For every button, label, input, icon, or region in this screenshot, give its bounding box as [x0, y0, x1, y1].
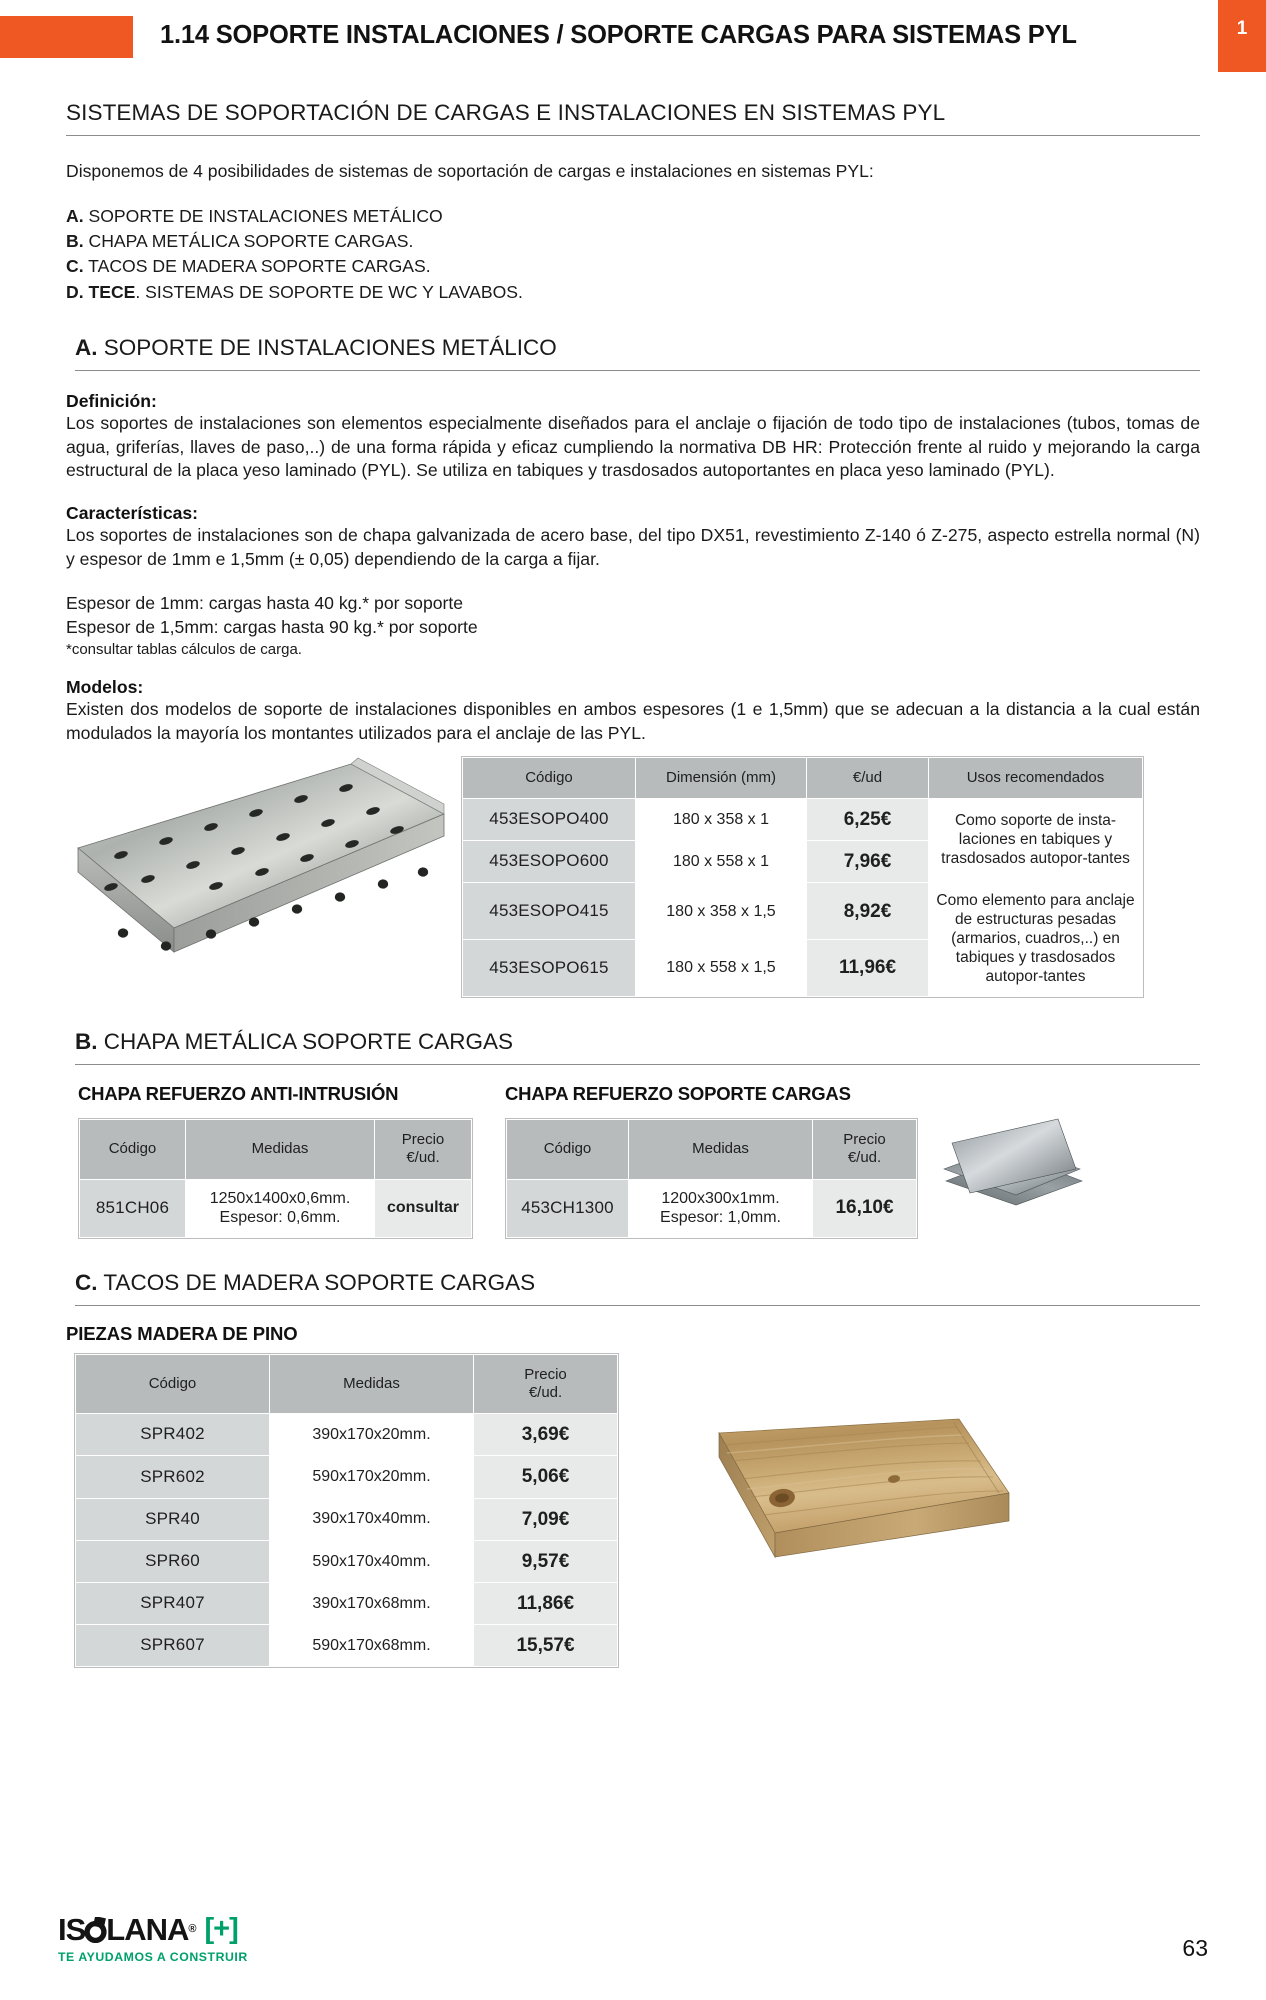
list-item-letter: C. — [66, 256, 84, 277]
section-a-table-wrap — [461, 756, 1144, 1003]
cell-precio: 11,96€ — [807, 940, 929, 997]
cell-codigo: SPR607 — [76, 1625, 270, 1667]
chapa-soporte-cargas-title: CHAPA REFUERZO SOPORTE CARGAS — [505, 1082, 851, 1104]
col-header-precio-line2: €/ud. — [528, 1383, 563, 1401]
modelos-text: Existen dos modelos de soporte de instalaciones disponibles en ambos espesores (1 e 1,5mm) que se adecuan a la distancia a la cual están modulados la mayoría los montantes utilizados para el anclaje de las PYL. — [66, 699, 1200, 744]
chapa-anti-intrusion-table-border — [78, 1118, 473, 1239]
chapa-soporte-cargas-table — [506, 1119, 917, 1238]
cell-medidas: 390x170x40mm. — [270, 1498, 474, 1540]
cell-precio: 7,09€ — [474, 1498, 618, 1540]
modelos-label: Modelos: — [66, 677, 144, 698]
logo-text-part2: LANA — [106, 1912, 189, 1947]
wood-block-image — [689, 1381, 1019, 1586]
section-c-content — [66, 1353, 1200, 1674]
section-b-content — [66, 1083, 1200, 1244]
list-item — [66, 254, 1200, 279]
list-item — [66, 204, 1200, 229]
table-row — [507, 1179, 917, 1237]
section-a-title: SOPORTE DE INSTALACIONES METÁLICO — [103, 334, 557, 360]
piezas-madera-subtitle: PIEZAS MADERA DE PINO — [66, 1322, 298, 1344]
table-row — [76, 1414, 618, 1456]
divider — [75, 370, 1200, 371]
logo-registered-mark: ® — [188, 1923, 196, 1935]
col-header-codigo: Código — [507, 1119, 629, 1179]
cell-dimension: 180 x 358 x 1 — [636, 799, 807, 841]
col-header-dimension: Dimensión (mm) — [636, 757, 807, 798]
col-header-usos: Usos recomendados — [929, 757, 1143, 798]
divider — [66, 135, 1200, 136]
list-item — [66, 280, 1200, 305]
cell-codigo: SPR407 — [76, 1582, 270, 1624]
chapa-anti-intrusion-title: CHAPA REFUERZO ANTI-INTRUSIÓN — [78, 1082, 399, 1104]
cell-dimension: 180 x 558 x 1,5 — [636, 940, 807, 997]
col-header-codigo: Código — [463, 757, 636, 798]
cell-precio: 16,10€ — [813, 1179, 917, 1237]
col-header-medidas: Medidas — [629, 1119, 813, 1179]
chapa-anti-intrusion-block — [78, 1083, 473, 1244]
espesor-15mm: Espesor de 1,5mm: cargas hasta 90 kg.* por soporte — [66, 616, 478, 637]
page-header — [0, 0, 1266, 72]
logo-text-part1: IS — [58, 1912, 86, 1947]
section-c-title: TACOS DE MADERA SOPORTE CARGAS — [103, 1269, 536, 1295]
page-number: 63 — [1182, 1935, 1208, 1961]
cell-usos: Como elemento para anclaje de estructuras pesadas (armarios, cuadros,..) en tabiques y trasdosados autopor-tantes — [929, 883, 1143, 997]
section-b-title: CHAPA METÁLICA SOPORTE CARGAS — [103, 1028, 514, 1054]
cell-precio: 15,57€ — [474, 1625, 618, 1667]
support-plate-image — [66, 756, 456, 996]
table-header-row — [80, 1119, 472, 1179]
consultar-note: *consultar tablas cálculos de carga. — [66, 641, 302, 659]
cell-precio: 3,69€ — [474, 1414, 618, 1456]
cell-medidas: 590x170x20mm. — [270, 1456, 474, 1498]
logo-tagline: TE AYUDAMOS A CONSTRUIR — [58, 1950, 248, 1964]
soporte-instalaciones-table — [462, 757, 1143, 997]
section-a-table-border — [461, 756, 1144, 998]
cell-codigo: SPR602 — [76, 1456, 270, 1498]
header-accent-block — [0, 16, 133, 58]
col-header-precio-line2: €/ud. — [406, 1149, 440, 1167]
cell-codigo: 453ESOPO400 — [463, 799, 636, 841]
cell-usos: Como soporte de insta-laciones en tabiques y trasdosados autopor-tantes — [929, 799, 1143, 883]
section-a-header — [66, 335, 1200, 371]
metal-sheets-image — [930, 1109, 1090, 1219]
caracteristicas-label: Características: — [66, 502, 199, 523]
col-header-precio — [375, 1119, 472, 1179]
section-b-title-line — [75, 1029, 1200, 1064]
table-row — [463, 883, 1143, 940]
pine-block-illustration — [689, 1381, 1019, 1586]
divider — [75, 1305, 1200, 1306]
cell-medidas — [629, 1179, 813, 1237]
col-header-precio-line1: Precio — [401, 1130, 445, 1148]
cell-precio: 8,92€ — [807, 883, 929, 940]
espesor-1mm: Espesor de 1mm: cargas hasta 40 kg.* por soporte — [66, 593, 464, 614]
chapter-tab — [1218, 0, 1266, 72]
cell-precio: 5,06€ — [474, 1456, 618, 1498]
col-header-precio-line1: Precio — [843, 1130, 886, 1148]
cell-precio: 9,57€ — [474, 1540, 618, 1582]
table-row — [76, 1456, 618, 1498]
col-header-precio-line2: €/ud. — [847, 1149, 882, 1167]
cell-medidas: 390x170x20mm. — [270, 1414, 474, 1456]
cell-medidas-line1: 1250x1400x0,6mm. — [209, 1189, 351, 1207]
list-item-letter: A. — [66, 205, 84, 226]
cell-medidas: 590x170x40mm. — [270, 1540, 474, 1582]
definicion-label: Definición: — [66, 390, 157, 411]
chapa-soporte-cargas-block — [505, 1083, 918, 1244]
piezas-table-border — [74, 1353, 619, 1669]
logo-o-icon — [84, 1917, 107, 1943]
cell-precio: 6,25€ — [807, 799, 929, 841]
table-header-row — [76, 1354, 618, 1414]
metal-plate-illustration — [66, 756, 456, 996]
cell-medidas-line1: 1200x300x1mm. — [661, 1189, 780, 1207]
definicion-text: Los soportes de instalaciones son elementos especialmente diseñados para el anclaje o fijación de todo tipo de instalaciones (tubos, tomas de agua, griferías, llaves de paso,..) de una forma rápida y eficaz cumpliendo la normativa DB HR: Protección frente al ruido y mejorando la carga estructural de la placa yeso laminado (PYL). Se utiliza en tabiques y trasdosados autoportantes en placa yeso laminado (PYL). — [66, 412, 1200, 481]
col-header-codigo: Código — [76, 1354, 270, 1414]
col-header-precio: €/ud — [807, 757, 929, 798]
section-b-header — [66, 1029, 1200, 1065]
cell-codigo: 453ESOPO600 — [463, 841, 636, 883]
table-row — [76, 1625, 618, 1667]
section-c-letter: C. — [75, 1269, 98, 1295]
section-heading-block — [66, 100, 1200, 136]
col-header-precio — [474, 1354, 618, 1414]
list-item-label: . SISTEMAS DE SOPORTE DE WC Y LAVABOS. — [135, 281, 523, 302]
section-c-header — [66, 1270, 1200, 1306]
page-body — [0, 100, 1266, 1673]
col-header-codigo: Código — [80, 1119, 186, 1179]
caracteristicas-text: Los soportes de instalaciones son de chapa galvanizada de acero base, del tipo DX51, revestimiento Z-140 ó Z-275, aspecto estrella normal (N) y espesor de 1mm e 1,5mm (± 0,05) dependiendo de la carga a fijar. — [66, 524, 1200, 569]
chapter-tab-number: 1 — [1236, 18, 1248, 39]
modelos-block — [66, 677, 1200, 745]
cell-medidas-line2: Espesor: 1,0mm. — [660, 1209, 781, 1227]
list-item-label: SOPORTE DE INSTALACIONES METÁLICO — [88, 205, 443, 226]
chapa-anti-intrusion-table — [79, 1119, 472, 1238]
section-b-letter: B. — [75, 1028, 98, 1054]
piezas-table-wrap — [74, 1353, 619, 1674]
definicion-block — [66, 391, 1200, 483]
list-item-letter: B. — [66, 230, 84, 251]
list-item — [66, 229, 1200, 254]
table-header-row — [463, 757, 1143, 798]
cell-codigo: 851CH06 — [80, 1179, 186, 1237]
table-row — [80, 1179, 472, 1237]
table-row — [76, 1540, 618, 1582]
page-footer — [0, 1880, 1266, 2000]
divider — [75, 1064, 1200, 1065]
table-row — [76, 1498, 618, 1540]
cell-medidas: 390x170x68mm. — [270, 1582, 474, 1624]
cell-codigo: 453ESOPO615 — [463, 940, 636, 997]
metal-sheets-illustration — [930, 1109, 1090, 1219]
cell-codigo: SPR60 — [76, 1540, 270, 1582]
logo-plus-mark: [+] — [204, 1913, 238, 1945]
section-c-title-line — [75, 1270, 1200, 1305]
cell-dimension: 180 x 558 x 1 — [636, 841, 807, 883]
cell-medidas: 590x170x68mm. — [270, 1625, 474, 1667]
isolana-logo — [58, 1914, 248, 1964]
cell-precio: 7,96€ — [807, 841, 929, 883]
table-header-row — [507, 1119, 917, 1179]
espesor-block — [66, 592, 1200, 658]
cell-dimension: 180 x 358 x 1,5 — [636, 883, 807, 940]
col-header-precio — [813, 1119, 917, 1179]
cell-medidas-line2: Espesor: 0,6mm. — [219, 1209, 341, 1227]
section-a-title-line — [75, 335, 1200, 370]
page-title: 1.14 SOPORTE INSTALACIONES / SOPORTE CARGAS PARA SISTEMAS PYL — [160, 21, 1077, 49]
section-a-content — [66, 756, 1200, 1003]
table-row — [76, 1582, 618, 1624]
cell-codigo: 453ESOPO415 — [463, 883, 636, 940]
list-item-label: TACOS DE MADERA SOPORTE CARGAS. — [88, 256, 431, 277]
intro-list — [66, 204, 1200, 305]
caracteristicas-block — [66, 503, 1200, 571]
logo-wordmark — [58, 1914, 248, 1945]
col-header-precio-line1: Precio — [524, 1365, 567, 1383]
list-item-label: CHAPA METÁLICA SOPORTE CARGAS. — [88, 230, 414, 251]
cell-codigo: 453CH1300 — [507, 1179, 629, 1237]
section-heading: SISTEMAS DE SOPORTACIÓN DE CARGAS E INSTALACIONES EN SISTEMAS PYL — [66, 100, 946, 125]
piezas-madera-table — [75, 1354, 618, 1668]
col-header-medidas: Medidas — [186, 1119, 375, 1179]
list-item-letter: D. TECE — [66, 281, 136, 302]
col-header-medidas: Medidas — [270, 1354, 474, 1414]
cell-codigo: SPR40 — [76, 1498, 270, 1540]
cell-precio: consultar — [375, 1179, 472, 1237]
section-a-letter: A. — [75, 334, 98, 360]
intro-lead: Disponemos de 4 posibilidades de sistemas de soportación de cargas e instalaciones en sistemas PYL: — [66, 161, 874, 181]
table-row — [463, 799, 1143, 841]
cell-codigo: SPR402 — [76, 1414, 270, 1456]
cell-medidas — [186, 1179, 375, 1237]
chapa-soporte-cargas-table-border — [505, 1118, 918, 1239]
cell-precio: 11,86€ — [474, 1582, 618, 1624]
